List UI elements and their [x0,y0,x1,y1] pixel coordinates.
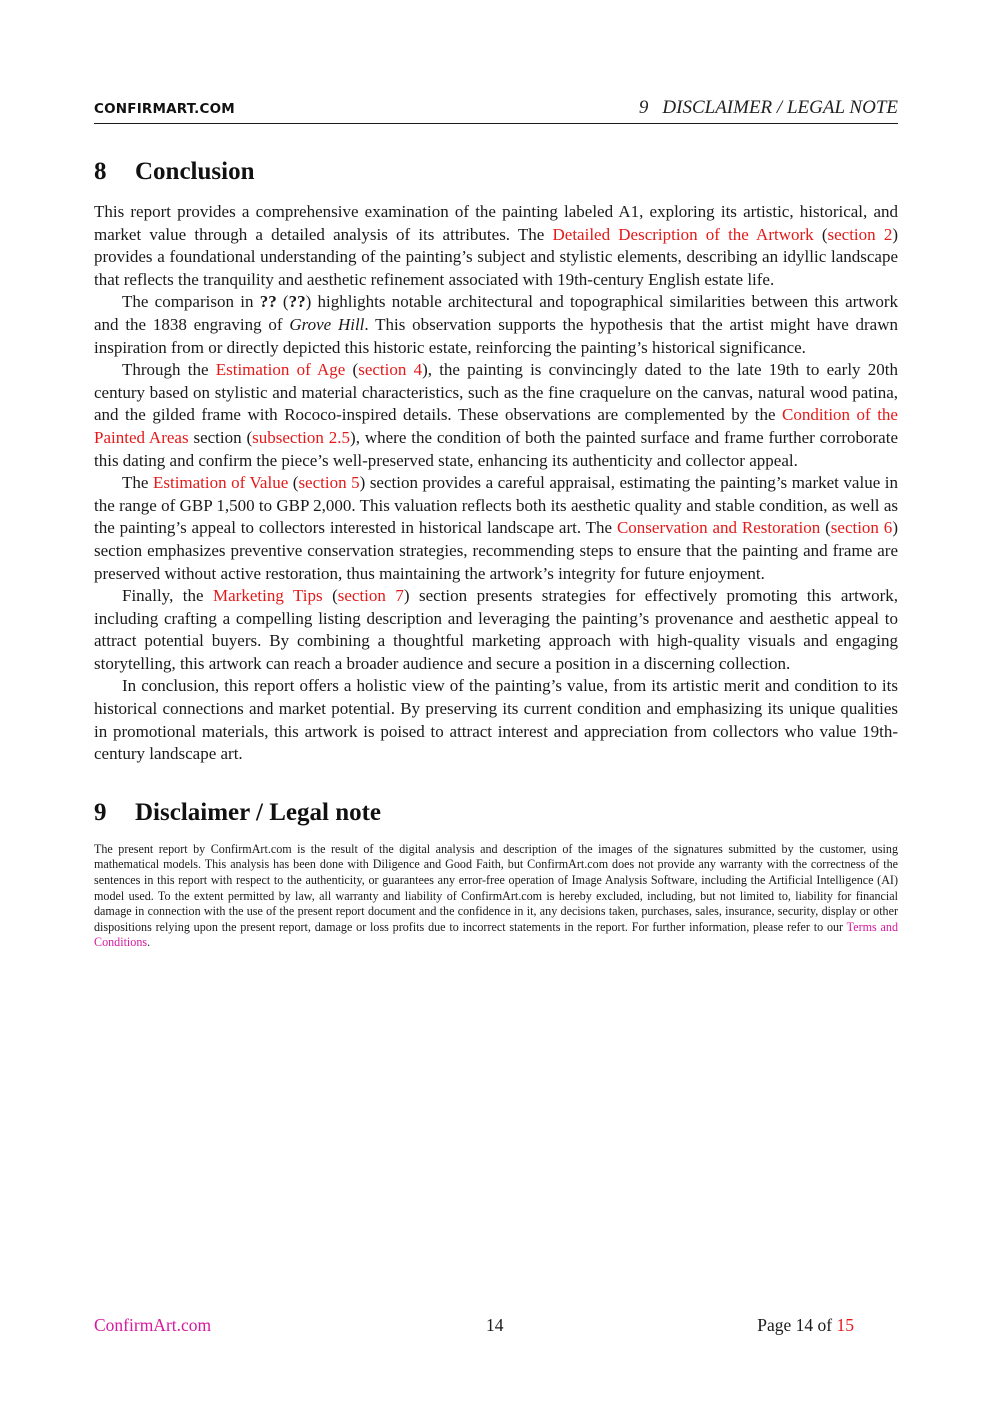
section-title: Conclusion [135,158,255,185]
link-subsection-2-5[interactable]: subsection 2.5 [252,427,351,447]
text-run: ) highlights notable architectural and topographical similarities between this artwork and the 1838 engraving of [94,292,898,334]
text-run: In conclusion, this report offers a holistic view of the painting’s value, from its artistic merit and condition to its historical connections and market potential. By preserving its current condition and emphasizing its unique qualities in promotional materials, this artwork is poised to attract interest and appreciation from collectors who value 19th-century landscape art. [94,676,898,764]
text-run: . This observation supports the hypothesis that the artist might have drawn inspiration from or directly depicted this historic estate, reinforcing the painting’s historical significance. [94,314,898,357]
page-footer [94,1315,854,1339]
text-run: ( [288,473,299,493]
paragraph-marketing [94,585,898,675]
unresolved-reference: ?? [259,292,277,312]
engraving-title: Grove Hill [289,314,365,334]
main-content [94,155,898,951]
section-heading-conclusion [94,155,898,189]
text-run: ( [820,518,831,538]
text-run: ) section emphasizes preventive conservation strategies, recommending steps to ensure that the painting and frame are preserved without active restoration, thus maintaining the artwork’s integrity for future enjoyment. [94,518,898,583]
text-run: The [122,473,153,493]
text-run: Finally, the [122,586,214,606]
footer-page-count [757,1315,854,1336]
link-estimation-of-age[interactable]: Estimation of Age [215,360,346,380]
text-run: ) section presents strategies for effectively promoting this artwork, including crafting a compelling listing description and leveraging the painting’s provenance and aesthetic appeal to attract potential buyers. By combining a thoughtful marketing approach with high-quality visuals and engaging storytelling, this artwork can reach a broader audience and secure a position in a discerning collection. [94,586,898,673]
text-run: ) provides a foundational understanding of the painting’s subject and stylistic elements, describing an idyllic landscape that reflects the tranquility and aesthetic refinement associated with 19th-century English estate life. [94,224,898,289]
paragraph-comparison [94,291,898,359]
section-title: Disclaimer / Legal note [135,798,382,826]
link-section-5[interactable]: section 5 [298,473,360,493]
text-run: ( [322,586,338,606]
text-run: ), the painting is convincingly dated to the late 19th to early 20th century based on stylistic and material characteristics, such as the fine craquelure on the canvas, natural wood patina, and the gilded frame with Rococo-inspired details. These observations are complemented by the [94,360,898,425]
text-run: section ( [188,427,253,447]
section-number: 9 [94,798,107,826]
header-section-number: 9 [638,97,649,118]
link-section-6[interactable]: section 6 [830,518,893,538]
text-run: ( [345,360,359,380]
link-section-4[interactable]: section 4 [358,360,423,380]
link-section-7[interactable]: section 7 [337,586,404,606]
confirmart-logo: CONFIRMART.COM [94,101,235,117]
paragraph-age [94,359,898,472]
link-detailed-description[interactable]: Detailed Description of the Artwork [552,224,814,244]
link-condition-painted-areas[interactable]: Condition of the Painted Areas [94,405,898,447]
text-run: ), where the condition of both the painted surface and frame further corroborate this dating and confirm the piece’s well-preserved state, enhancing its authenticity and collector appeal. [94,427,898,470]
text-run: This report provides a comprehensive examination of the painting labeled A1, exploring its artistic, historical, and market value through a detailed analysis of its attributes. The [94,202,898,244]
link-section-2[interactable]: section 2 [827,224,893,244]
paragraph-intro [94,201,898,291]
unresolved-reference: ?? [288,292,306,312]
legal-notice [94,842,898,951]
section-heading-disclaimer [94,796,898,830]
link-estimation-of-value[interactable]: Estimation of Value [152,473,289,493]
text-run: ( [276,292,289,312]
text-run: The present report by ConfirmArt.com is the result of the digital analysis and description of the images of the signatures submitted by the customer, using mathematical models. This analysis has been done with Diligence and Good Faith, but ConfirmArt.com does not provide any warranty with the correctness of the sentences in this report with respect to the authenticity, or guarantees any error-free operation of Image Analysis Software, including the Artificial Intelligence (AI) model used. To the extent permitted by law, all warranty and liability of ConfirmArt.com is hereby excluded, including, but not limited to, liability for financial damage in connection with the use of the present report document and the confidence in it, any decisions taken, purchases, sales, insurance, security, display or other dispositions relying upon the present report, damage or loss profits due to incorrect statements in the report. For further information, please refer to our [94,841,898,934]
text-run: ( [813,224,828,244]
text-run: . [147,935,151,950]
running-header [94,96,898,124]
link-conservation-restoration[interactable]: Conservation and Restoration [616,518,821,538]
header-section-name: DISCLAIMER / LEGAL NOTE [662,97,898,118]
paragraph-conclusion [94,675,898,765]
page-label: Page 14 of [757,1315,837,1335]
text-run: The comparison in [122,292,260,312]
link-last-page[interactable]: 15 [836,1315,854,1335]
paragraph-value [94,472,898,585]
footer-page-number: 14 [486,1315,504,1335]
text-run: Through the [122,360,216,380]
link-terms-and-conditions[interactable]: Terms and Conditions [94,919,899,950]
section-number: 8 [94,158,107,185]
header-section-title [639,97,898,119]
text-run: ) section provides a careful appraisal, estimating the painting’s market value in the range of GBP 1,500 to GBP 2,000. This valuation reflects both its aesthetic quality and stable condition, as well as the painting’s appeal to collectors interested in historical landscape art. The [94,473,898,538]
footer-site-link[interactable]: ConfirmArt.com [94,1315,212,1335]
link-marketing-tips[interactable]: Marketing Tips [213,586,323,606]
